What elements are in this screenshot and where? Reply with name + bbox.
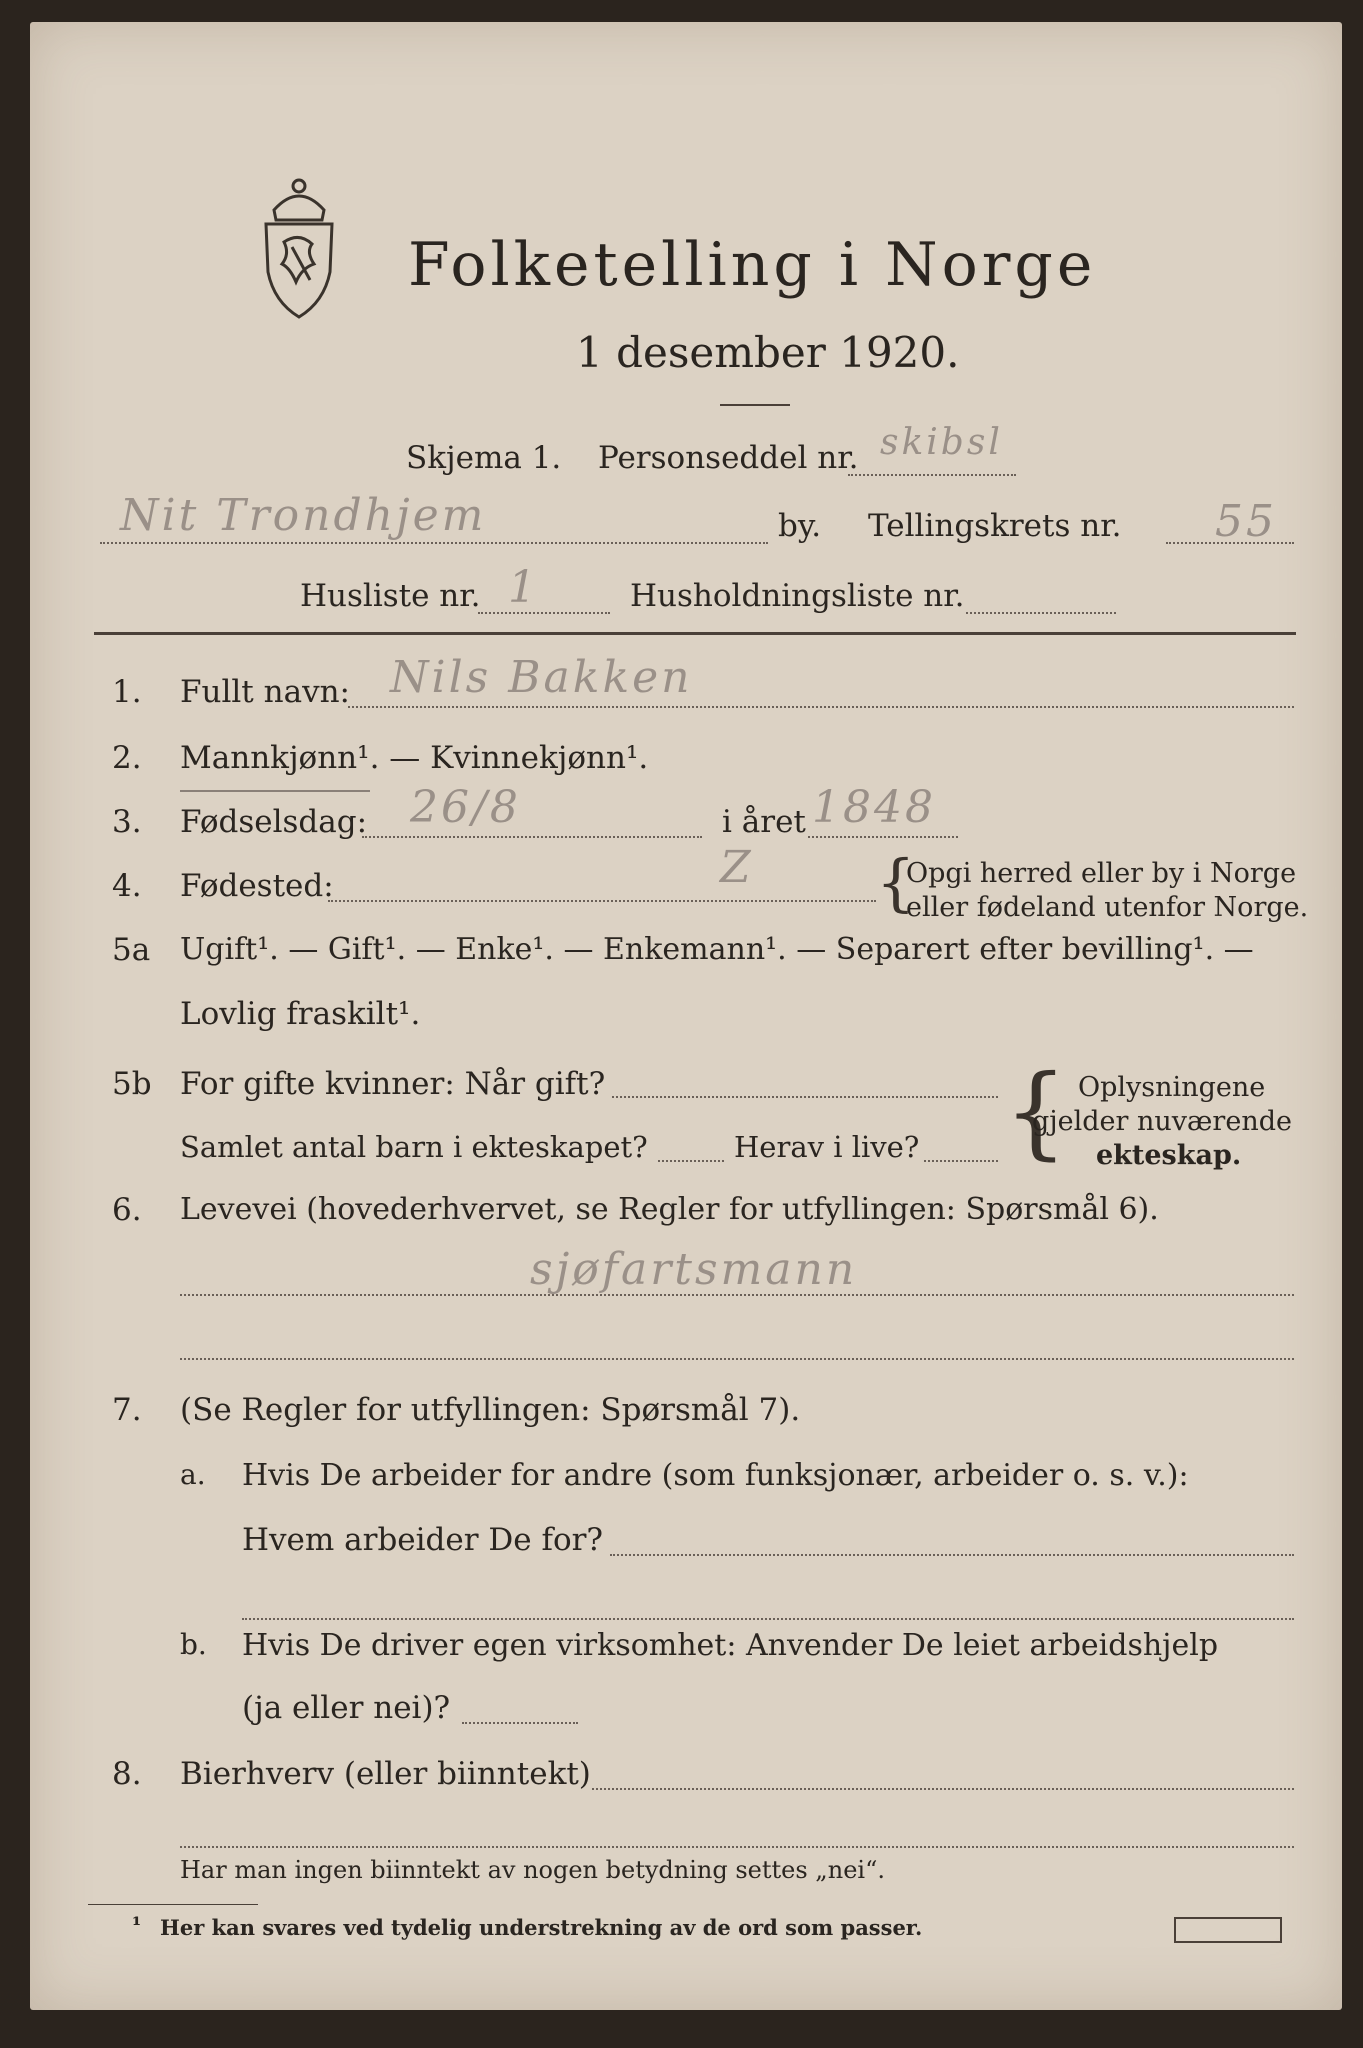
q3-day-handwriting: 26/8 <box>410 782 521 833</box>
q7-number: 7. <box>112 1392 142 1428</box>
q7a-field-1[interactable] <box>610 1554 1294 1556</box>
q5b-note-2: gjelder nuværende <box>1032 1106 1292 1137</box>
skjema-label: Skjema 1. <box>406 440 562 476</box>
q1-number: 1. <box>112 674 142 710</box>
q5b-alive-field[interactable] <box>924 1160 998 1162</box>
q6-field-2[interactable] <box>180 1358 1294 1360</box>
q7a-field-2[interactable] <box>242 1618 1294 1620</box>
q7b-field[interactable] <box>462 1722 578 1724</box>
q7a-number: a. <box>180 1458 206 1491</box>
by-label: by. <box>778 508 822 544</box>
census-form <box>30 22 1342 2010</box>
husliste-label: Husliste nr. <box>300 578 481 614</box>
q6-handwriting: sjøfartsmann <box>530 1244 858 1295</box>
husliste-field[interactable] <box>478 612 610 614</box>
q2-underline <box>180 790 370 792</box>
q6-number: 6. <box>112 1192 142 1228</box>
census-date: 1 desember 1920. <box>576 328 960 377</box>
tellingskrets-handwriting: 55 <box>1215 496 1277 547</box>
q5b-note-3: ekteskap. <box>1096 1140 1242 1171</box>
q1-label: Fullt navn: <box>180 674 350 710</box>
q5b-number: 5b <box>112 1066 152 1102</box>
coat-of-arms-icon <box>244 172 354 322</box>
q8-note: Har man ingen biinntekt av nogen betydning settes „nei“. <box>180 1856 885 1884</box>
husliste-handwriting: 1 <box>508 562 539 613</box>
q3-label: Fødselsdag: <box>180 804 368 840</box>
footnote-mark: ¹ <box>132 1912 142 1937</box>
q8-number: 8. <box>112 1756 142 1792</box>
footnote-rule <box>88 1904 258 1905</box>
q4-handwriting: Z <box>720 842 754 893</box>
q5b-brace: { <box>1004 1053 1068 1170</box>
q5b-married-field[interactable] <box>612 1096 998 1098</box>
q4-field[interactable] <box>328 900 876 902</box>
q5b-children-field[interactable] <box>658 1160 724 1162</box>
q4-note-2: eller fødeland utenfor Norge. <box>906 892 1309 923</box>
city-handwriting: Nit Trondhjem <box>120 490 487 541</box>
q7b-line-2: (ja eller nei)? <box>242 1690 451 1726</box>
husholdning-field[interactable] <box>966 612 1116 614</box>
personseddel-handwriting: skibsl <box>880 422 1003 463</box>
personseddel-label: Personseddel nr. <box>598 440 859 476</box>
q8-label: Bierhverv (eller biinntekt) <box>180 1756 591 1792</box>
q1-handwriting: Nils Bakken <box>390 652 693 703</box>
q1-field[interactable] <box>348 706 1294 708</box>
q5b-line-1: For gifte kvinner: Når gift? <box>180 1066 606 1102</box>
q3-day-field[interactable] <box>362 836 702 838</box>
q8-field-1[interactable] <box>592 1788 1294 1790</box>
husholdning-label: Husholdningsliste nr. <box>630 578 965 614</box>
q5a-number: 5a <box>112 932 151 968</box>
printer-stamp <box>1174 1917 1282 1943</box>
city-field[interactable] <box>100 542 768 544</box>
q7a-line-2: Hvem arbeider De for? <box>242 1522 604 1558</box>
q7b-line-1: Hvis De driver egen virksomhet: Anvender De leiet arbeidshjelp <box>242 1628 1219 1663</box>
personseddel-field[interactable] <box>848 474 1016 476</box>
q3-year-field[interactable] <box>808 836 958 838</box>
q3-number: 3. <box>112 804 142 840</box>
q4-brace: { <box>876 846 916 919</box>
q2-label: Mannkjønn¹. — Kvinnekjønn¹. <box>180 740 649 776</box>
q4-note-1: Opgi herred eller by i Norge <box>906 858 1297 889</box>
q7a-line-1: Hvis De arbeider for andre (som funksjonær, arbeider o. s. v.): <box>242 1458 1189 1493</box>
q5b-note-1: Oplysningene <box>1078 1072 1266 1103</box>
q4-number: 4. <box>112 868 142 904</box>
q6-label: Levevei (hovederhvervet, se Regler for utfyllingen: Spørsmål 6). <box>180 1192 1159 1227</box>
q8-field-2[interactable] <box>180 1846 1294 1848</box>
q5a-line-2: Lovlig fraskilt¹. <box>180 996 421 1032</box>
q3-year-handwriting: 1848 <box>812 782 936 833</box>
title-rule <box>720 404 790 406</box>
header-divider <box>94 632 1296 635</box>
tellingskrets-label: Tellingskrets nr. <box>868 508 1122 544</box>
q4-label: Fødested: <box>180 868 334 904</box>
q5a-line-1: Ugift¹. — Gift¹. — Enke¹. — Enkemann¹. — Separert efter bevilling¹. — <box>180 932 1254 967</box>
q2-number: 2. <box>112 740 142 776</box>
q7-label: (Se Regler for utfyllingen: Spørsmål 7). <box>180 1392 801 1428</box>
footnote-text: Her kan svares ved tydelig understrekning av de ord som passer. <box>160 1915 923 1940</box>
q7b-number: b. <box>180 1628 207 1661</box>
q5b-line-2b: Herav i live? <box>734 1130 920 1164</box>
q3-year-label: i året <box>722 804 806 840</box>
form-title: Folketelling i Norge <box>408 230 1097 300</box>
q5b-line-2a: Samlet antal barn i ekteskapet? <box>180 1130 648 1164</box>
